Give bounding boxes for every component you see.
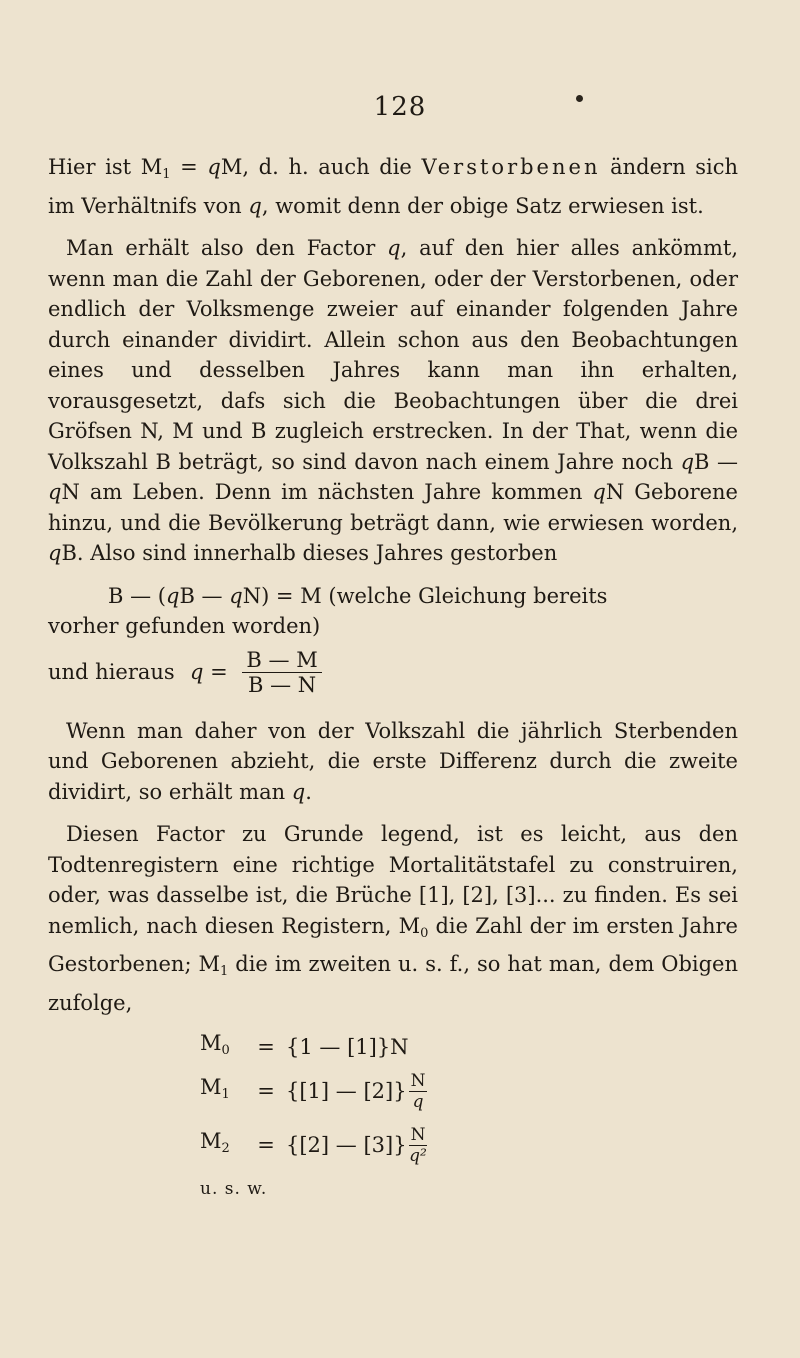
equation-m1: $M_1$ = {[1] — [2]} $\frac{N}{q}$: [200, 1070, 426, 1112]
fraction-numerator: B — M: [242, 648, 321, 673]
paragraph-2: Man erhält also den Factor q, auf den hier alles ankömmt, wenn man die Zahl der Geborenen, oder der Verstorbenen, oder endlich der Volksmenge zweier auf einander folgenden Jahre durch einander dividirt. Allein schon aus den Beobachtungen eines und desselben Jahres kann man ihn erhalten, vorausgesetzt, dafs sich die Beobachtungen über die drei Gröfsen N, M und B zugleich erstrecken. In der That, wenn die Volkszahl B beträgt, so sind davon nach einem Jahre noch qB — qN am Leben. Denn im nächsten Jahre kommen qN Geborene hinzu, und die Bevölkerung beträgt dann, wie erwiesen worden, qB. Also sind innerhalb dieses Jahres gestorben: [48, 236, 738, 565]
equation-block: [200, 1030, 738, 1172]
formula-op: =: [203, 660, 235, 685]
paragraph-3: B — (qB — qN) = M (welche Gleichung bereits vorher gefunden worden): [48, 583, 608, 638]
paragraph-1: Hier ist $M_1$ = qM, d. h. auch die Verstorbenen ändern sich im Verhältnifs von q, womit denn der obige Satz erwiesen ist.: [48, 155, 739, 218]
formula-q: [48, 642, 738, 704]
ink-dot: [576, 95, 583, 102]
formula-lhs: q: [190, 660, 204, 685]
equation-m2: $M_2$ = {[2] — [3]} $\frac{N}{\text{q²}}$: [200, 1124, 427, 1166]
page-body: [48, 152, 738, 1205]
formula-fraction: [242, 648, 321, 697]
formula-lead: und hieraus: [48, 660, 175, 685]
equation-m0: $M_0$ = {1 — [1]}N: [200, 1030, 409, 1059]
fraction-denominator: B — N: [247, 673, 317, 697]
equation-m2-fraction: $\frac{N}{\text{q²}}$: [409, 1124, 427, 1166]
equation-m1-fraction: $\frac{N}{q}$: [410, 1070, 426, 1112]
page-number: 128: [373, 92, 427, 122]
etcetera: u. s. w.: [200, 1179, 268, 1199]
paragraph-5: Diesen Factor zu Grunde legend, ist es leicht, aus den Todtenregistern eine richtige Mortalitätstafel zu construiren, oder, was dasselbe ist, die Brüche [1], [2], [3]... zu finden. Es sei nemlich, nach diesen Registern, $M_0$ die Zahl der im ersten Jahre Gestorbenen; $M_1$ die im zweiten u. s. f., so hat man, dem Obigen zufolge,: [48, 822, 739, 1015]
paragraph-4: Wenn man daher von der Volkszahl die jährlich Sterbenden und Geborenen abzieht, die erste Differenz durch die zweite dividirt, so erhält man q.: [48, 718, 738, 804]
